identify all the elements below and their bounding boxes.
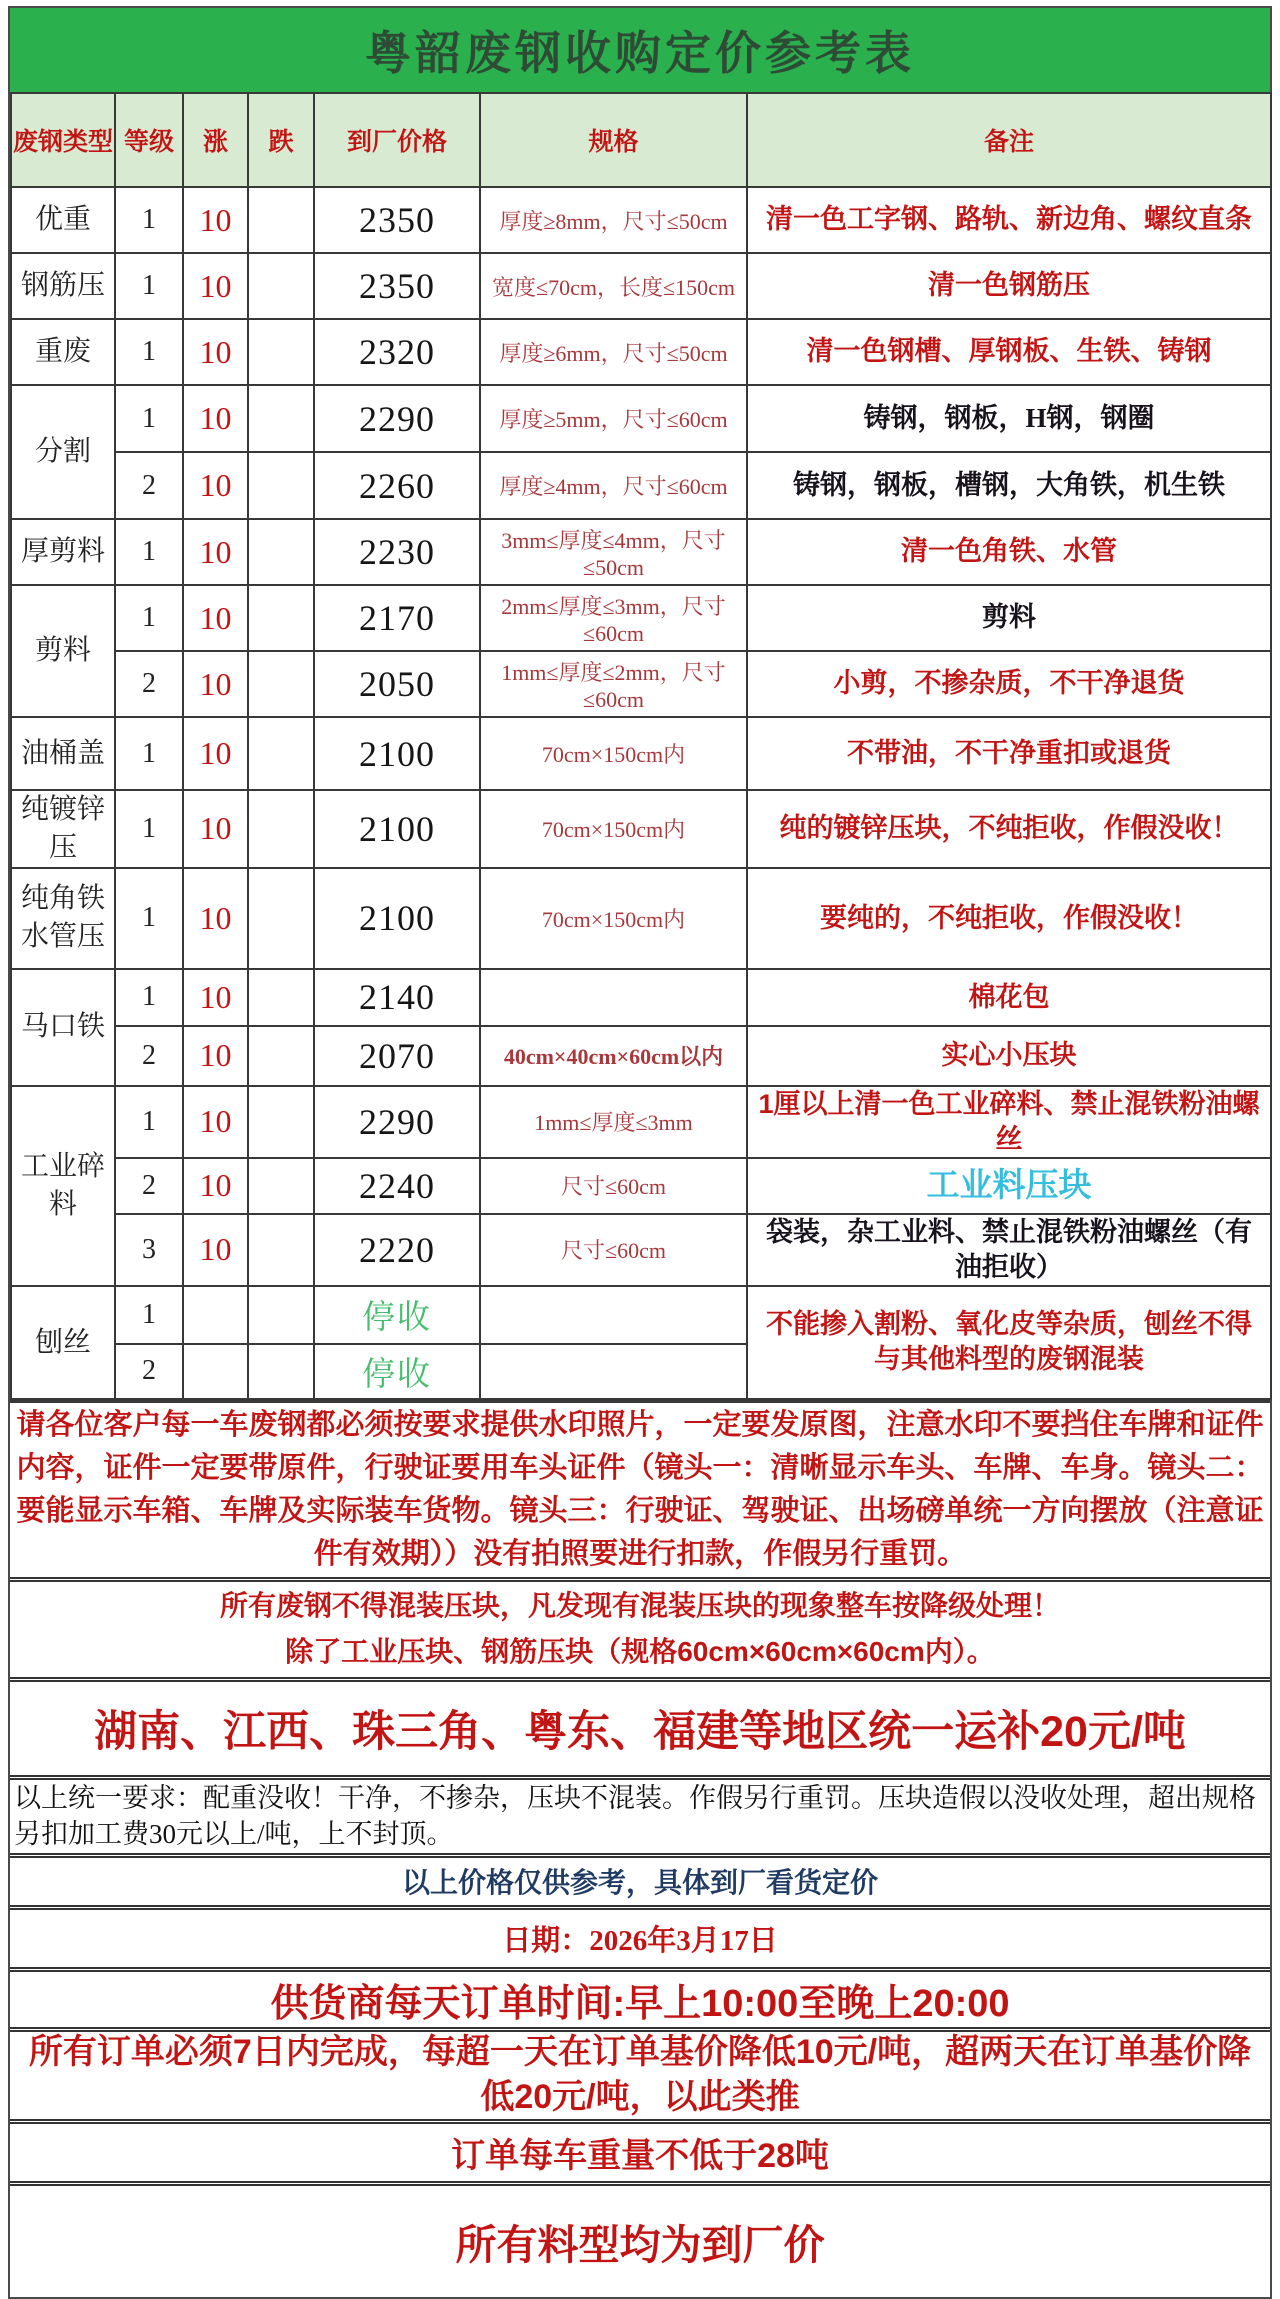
rise-cell: 10 (183, 385, 248, 452)
price-cell: 2290 (314, 385, 480, 452)
note-cell: 1厘以上清一色工业碎料、禁止混铁粉油螺丝 (747, 1086, 1271, 1158)
date-text: 日期：2026年3月17日 (502, 1924, 778, 1957)
fall-cell (248, 969, 314, 1026)
rise-cell (183, 1344, 248, 1399)
note-cell: 纯的镀锌压块，不纯拒收，作假没收！ (747, 790, 1271, 868)
type-cell: 工业碎料 (11, 1086, 115, 1286)
note-cell: 不带油，不干净重扣或退货 (747, 717, 1271, 790)
price-cell: 2170 (314, 585, 480, 651)
price-sheet (8, 6, 1272, 2299)
grade-cell: 1 (115, 319, 183, 385)
grade-cell: 2 (115, 452, 183, 519)
table-row (11, 1026, 1271, 1086)
fall-cell (248, 187, 314, 253)
table-row (11, 319, 1271, 385)
price-cell: 2050 (314, 651, 480, 717)
general-requirements-text: 以上统一要求：配重没收！干净，不掺杂，压块不混装。作假另行重罚。压块造假以没收处理，超出规格另扣加工费30元以上/吨，上不封顶。 (14, 1783, 1256, 1850)
table-row (11, 790, 1271, 868)
fall-cell (248, 585, 314, 651)
note-cell: 小剪，不掺杂质，不干净退货 (747, 651, 1271, 717)
price-cell: 停收 (314, 1344, 480, 1399)
grade-cell: 2 (115, 1344, 183, 1399)
grade-cell: 1 (115, 519, 183, 585)
spec-cell: 70cm×150cm内 (480, 717, 747, 790)
price-cell: 2100 (314, 717, 480, 790)
column-header-type: 废钢类型 (11, 93, 115, 187)
grade-cell: 1 (115, 253, 183, 319)
grade-cell: 1 (115, 868, 183, 969)
spec-cell: 厚度≥5mm，尺寸≤60cm (480, 385, 747, 452)
type-cell: 分割 (11, 385, 115, 519)
rise-cell: 10 (183, 1086, 248, 1158)
section-freight-subsidy (10, 1677, 1270, 1775)
fall-cell (248, 651, 314, 717)
rise-cell (183, 1286, 248, 1344)
column-header-grade: 等级 (115, 93, 183, 187)
price-cell: 2070 (314, 1026, 480, 1086)
rise-cell: 10 (183, 1026, 248, 1086)
table-row (11, 868, 1271, 969)
section-factory-price (10, 2181, 1270, 2297)
price-table (10, 92, 1272, 1400)
type-cell: 纯角铁 水管压 (11, 868, 115, 969)
price-disclaimer-text: 以上价格仅供参考，具体到厂看货定价 (401, 1867, 878, 1899)
page-title: 粤韶废钢收购定价参考表 (365, 27, 915, 79)
section-order-time (10, 1967, 1270, 2027)
table-row (11, 452, 1271, 519)
table-row (11, 1286, 1271, 1344)
column-header-spec: 规格 (480, 93, 747, 187)
grade-cell: 1 (115, 1086, 183, 1158)
rise-cell: 10 (183, 790, 248, 868)
factory-price-text: 所有料型均为到厂价 (455, 2221, 825, 2268)
fall-cell (248, 253, 314, 319)
grade-cell: 1 (115, 790, 183, 868)
spec-cell: 3mm≤厚度≤4mm，尺寸≤50cm (480, 519, 747, 585)
note-cell: 棉花包 (747, 969, 1271, 1026)
price-cell: 2240 (314, 1158, 480, 1214)
type-cell: 马口铁 (11, 969, 115, 1086)
note-cell: 铸钢，钢板，槽钢，大角铁，机生铁 (747, 452, 1271, 519)
spec-cell: 厚度≥4mm，尺寸≤60cm (480, 452, 747, 519)
no-mixed-line2: 除了工业压块、钢筋压块（规格60cm×60cm×60cm内）。 (285, 1636, 995, 1668)
grade-cell: 1 (115, 585, 183, 651)
fall-cell (248, 385, 314, 452)
type-cell: 钢筋压 (11, 253, 115, 319)
section-order-deadline (10, 2027, 1270, 2119)
spec-cell (480, 1286, 747, 1344)
type-cell: 重废 (11, 319, 115, 385)
rise-cell: 10 (183, 1158, 248, 1214)
rise-cell: 10 (183, 585, 248, 651)
spec-cell: 尺寸≤60cm (480, 1214, 747, 1286)
grade-cell: 1 (115, 187, 183, 253)
table-row (11, 585, 1271, 651)
note-cell: 要纯的，不纯拒收，作假没收！ (747, 868, 1271, 969)
fall-cell (248, 1286, 314, 1344)
fall-cell (248, 790, 314, 868)
title-bar (10, 8, 1270, 92)
fall-cell (248, 452, 314, 519)
rise-cell: 10 (183, 187, 248, 253)
rise-cell: 10 (183, 519, 248, 585)
price-cell: 2230 (314, 519, 480, 585)
grade-cell: 1 (115, 969, 183, 1026)
rise-cell: 10 (183, 969, 248, 1026)
spec-cell (480, 969, 747, 1026)
rise-cell: 10 (183, 651, 248, 717)
price-cell: 2100 (314, 790, 480, 868)
fall-cell (248, 1214, 314, 1286)
column-header-rise: 涨 (183, 93, 248, 187)
grade-cell: 1 (115, 385, 183, 452)
section-photo-rules (10, 1400, 1270, 1577)
table-row (11, 969, 1271, 1026)
fall-cell (248, 1086, 314, 1158)
price-cell: 2260 (314, 452, 480, 519)
type-cell: 剪料 (11, 585, 115, 717)
order-time-text: 供货商每天订单时间:早上10:00至晚上20:00 (270, 1982, 1010, 2025)
type-cell: 优重 (11, 187, 115, 253)
spec-cell: 尺寸≤60cm (480, 1158, 747, 1214)
column-header-price: 到厂价格 (314, 93, 480, 187)
note-cell: 剪料 (747, 585, 1271, 651)
grade-cell: 1 (115, 717, 183, 790)
price-cell: 2350 (314, 187, 480, 253)
rise-cell: 10 (183, 452, 248, 519)
fall-cell (248, 519, 314, 585)
type-cell: 厚剪料 (11, 519, 115, 585)
price-cell: 2320 (314, 319, 480, 385)
freight-subsidy-text: 湖南、江西、珠三角、粤东、福建等地区统一运补20元/吨 (94, 1707, 1186, 1756)
price-cell: 2290 (314, 1086, 480, 1158)
spec-cell: 厚度≥6mm，尺寸≤50cm (480, 319, 747, 385)
spec-cell: 1mm≤厚度≤3mm (480, 1086, 747, 1158)
table-row (11, 1086, 1271, 1158)
section-date (10, 1905, 1270, 1967)
section-general-requirements (10, 1775, 1270, 1853)
spec-cell: 宽度≤70cm，长度≤150cm (480, 253, 747, 319)
fall-cell (248, 1026, 314, 1086)
rise-cell: 10 (183, 868, 248, 969)
spec-cell: 70cm×150cm内 (480, 868, 747, 969)
note-cell: 清一色钢槽、厚钢板、生铁、铸钢 (747, 319, 1271, 385)
table-row (11, 253, 1271, 319)
grade-cell: 3 (115, 1214, 183, 1286)
note-cell: 清一色工字钢、路轨、新边角、螺纹直条 (747, 187, 1271, 253)
table-row (11, 651, 1271, 717)
table-row (11, 187, 1271, 253)
fall-cell (248, 717, 314, 790)
spec-cell: 40cm×40cm×60cm以内 (480, 1026, 747, 1086)
spec-cell: 2mm≤厚度≤3mm，尺寸≤60cm (480, 585, 747, 651)
note-cell: 袋装，杂工业料、禁止混铁粉油螺丝（有油拒收） (747, 1214, 1271, 1286)
table-row (11, 1158, 1271, 1214)
note-cell: 铸钢，钢板，H钢，钢圈 (747, 385, 1271, 452)
price-cell: 2220 (314, 1214, 480, 1286)
spec-cell: 1mm≤厚度≤2mm，尺寸≤60cm (480, 651, 747, 717)
spec-cell: 70cm×150cm内 (480, 790, 747, 868)
type-cell: 纯镀锌压 (11, 790, 115, 868)
header-row (11, 93, 1271, 187)
type-cell: 油桶盖 (11, 717, 115, 790)
rise-cell: 10 (183, 319, 248, 385)
rise-cell: 10 (183, 253, 248, 319)
column-header-fall: 跌 (248, 93, 314, 187)
rise-cell: 10 (183, 717, 248, 790)
grade-cell: 2 (115, 1158, 183, 1214)
table-row (11, 519, 1271, 585)
fall-cell (248, 319, 314, 385)
note-cell: 实心小压块 (747, 1026, 1271, 1086)
rise-cell: 10 (183, 1214, 248, 1286)
order-deadline-text: 所有订单必须7日内完成，每超一天在订单基价降低10元/吨，超两天在订单基价降低20元/吨，以此类推 (28, 2032, 1252, 2117)
price-cell: 2350 (314, 253, 480, 319)
fall-cell (248, 868, 314, 969)
table-row (11, 1214, 1271, 1286)
type-cell: 刨丝 (11, 1286, 115, 1399)
min-weight-text: 订单每车重量不低于28吨 (451, 2136, 829, 2175)
section-no-mixed-blocks (10, 1577, 1270, 1677)
column-header-note: 备注 (747, 93, 1271, 187)
grade-cell: 2 (115, 1026, 183, 1086)
section-price-disclaimer (10, 1853, 1270, 1905)
table-row (11, 385, 1271, 452)
photo-rules-text: 请各位客户每一车废钢都必须按要求提供水印照片，一定要发原图，注意水印不要挡住车牌和证件内容，证件一定要带原件，行驶证要用车头证件（镜头一：清晰显示车头、车牌、车身。镜头二：要能显示车箱、车牌及实际装车货物。镜头三：行驶证、驾驶证、出场磅单统一方向摆放（注意证件有效期））没有拍照要进行扣款，作假另行重罚。 (16, 1409, 1264, 1570)
spec-cell (480, 1344, 747, 1399)
spec-cell: 厚度≥8mm，尺寸≤50cm (480, 187, 747, 253)
price-cell: 2140 (314, 969, 480, 1026)
fall-cell (248, 1344, 314, 1399)
grade-cell: 2 (115, 651, 183, 717)
price-cell: 2100 (314, 868, 480, 969)
fall-cell (248, 1158, 314, 1214)
no-mixed-line1: 所有废钢不得混装压块，凡发现有混装压块的现象整车按降级处理！ (219, 1590, 1060, 1622)
note-cell: 工业料压块 (747, 1158, 1271, 1214)
section-min-weight (10, 2119, 1270, 2181)
note-cell: 不能掺入割粉、氧化皮等杂质，刨丝不得与其他料型的废钢混装 (747, 1286, 1271, 1399)
table-row (11, 717, 1271, 790)
note-cell: 清一色钢筋压 (747, 253, 1271, 319)
note-cell: 清一色角铁、水管 (747, 519, 1271, 585)
price-cell: 停收 (314, 1286, 480, 1344)
grade-cell: 1 (115, 1286, 183, 1344)
